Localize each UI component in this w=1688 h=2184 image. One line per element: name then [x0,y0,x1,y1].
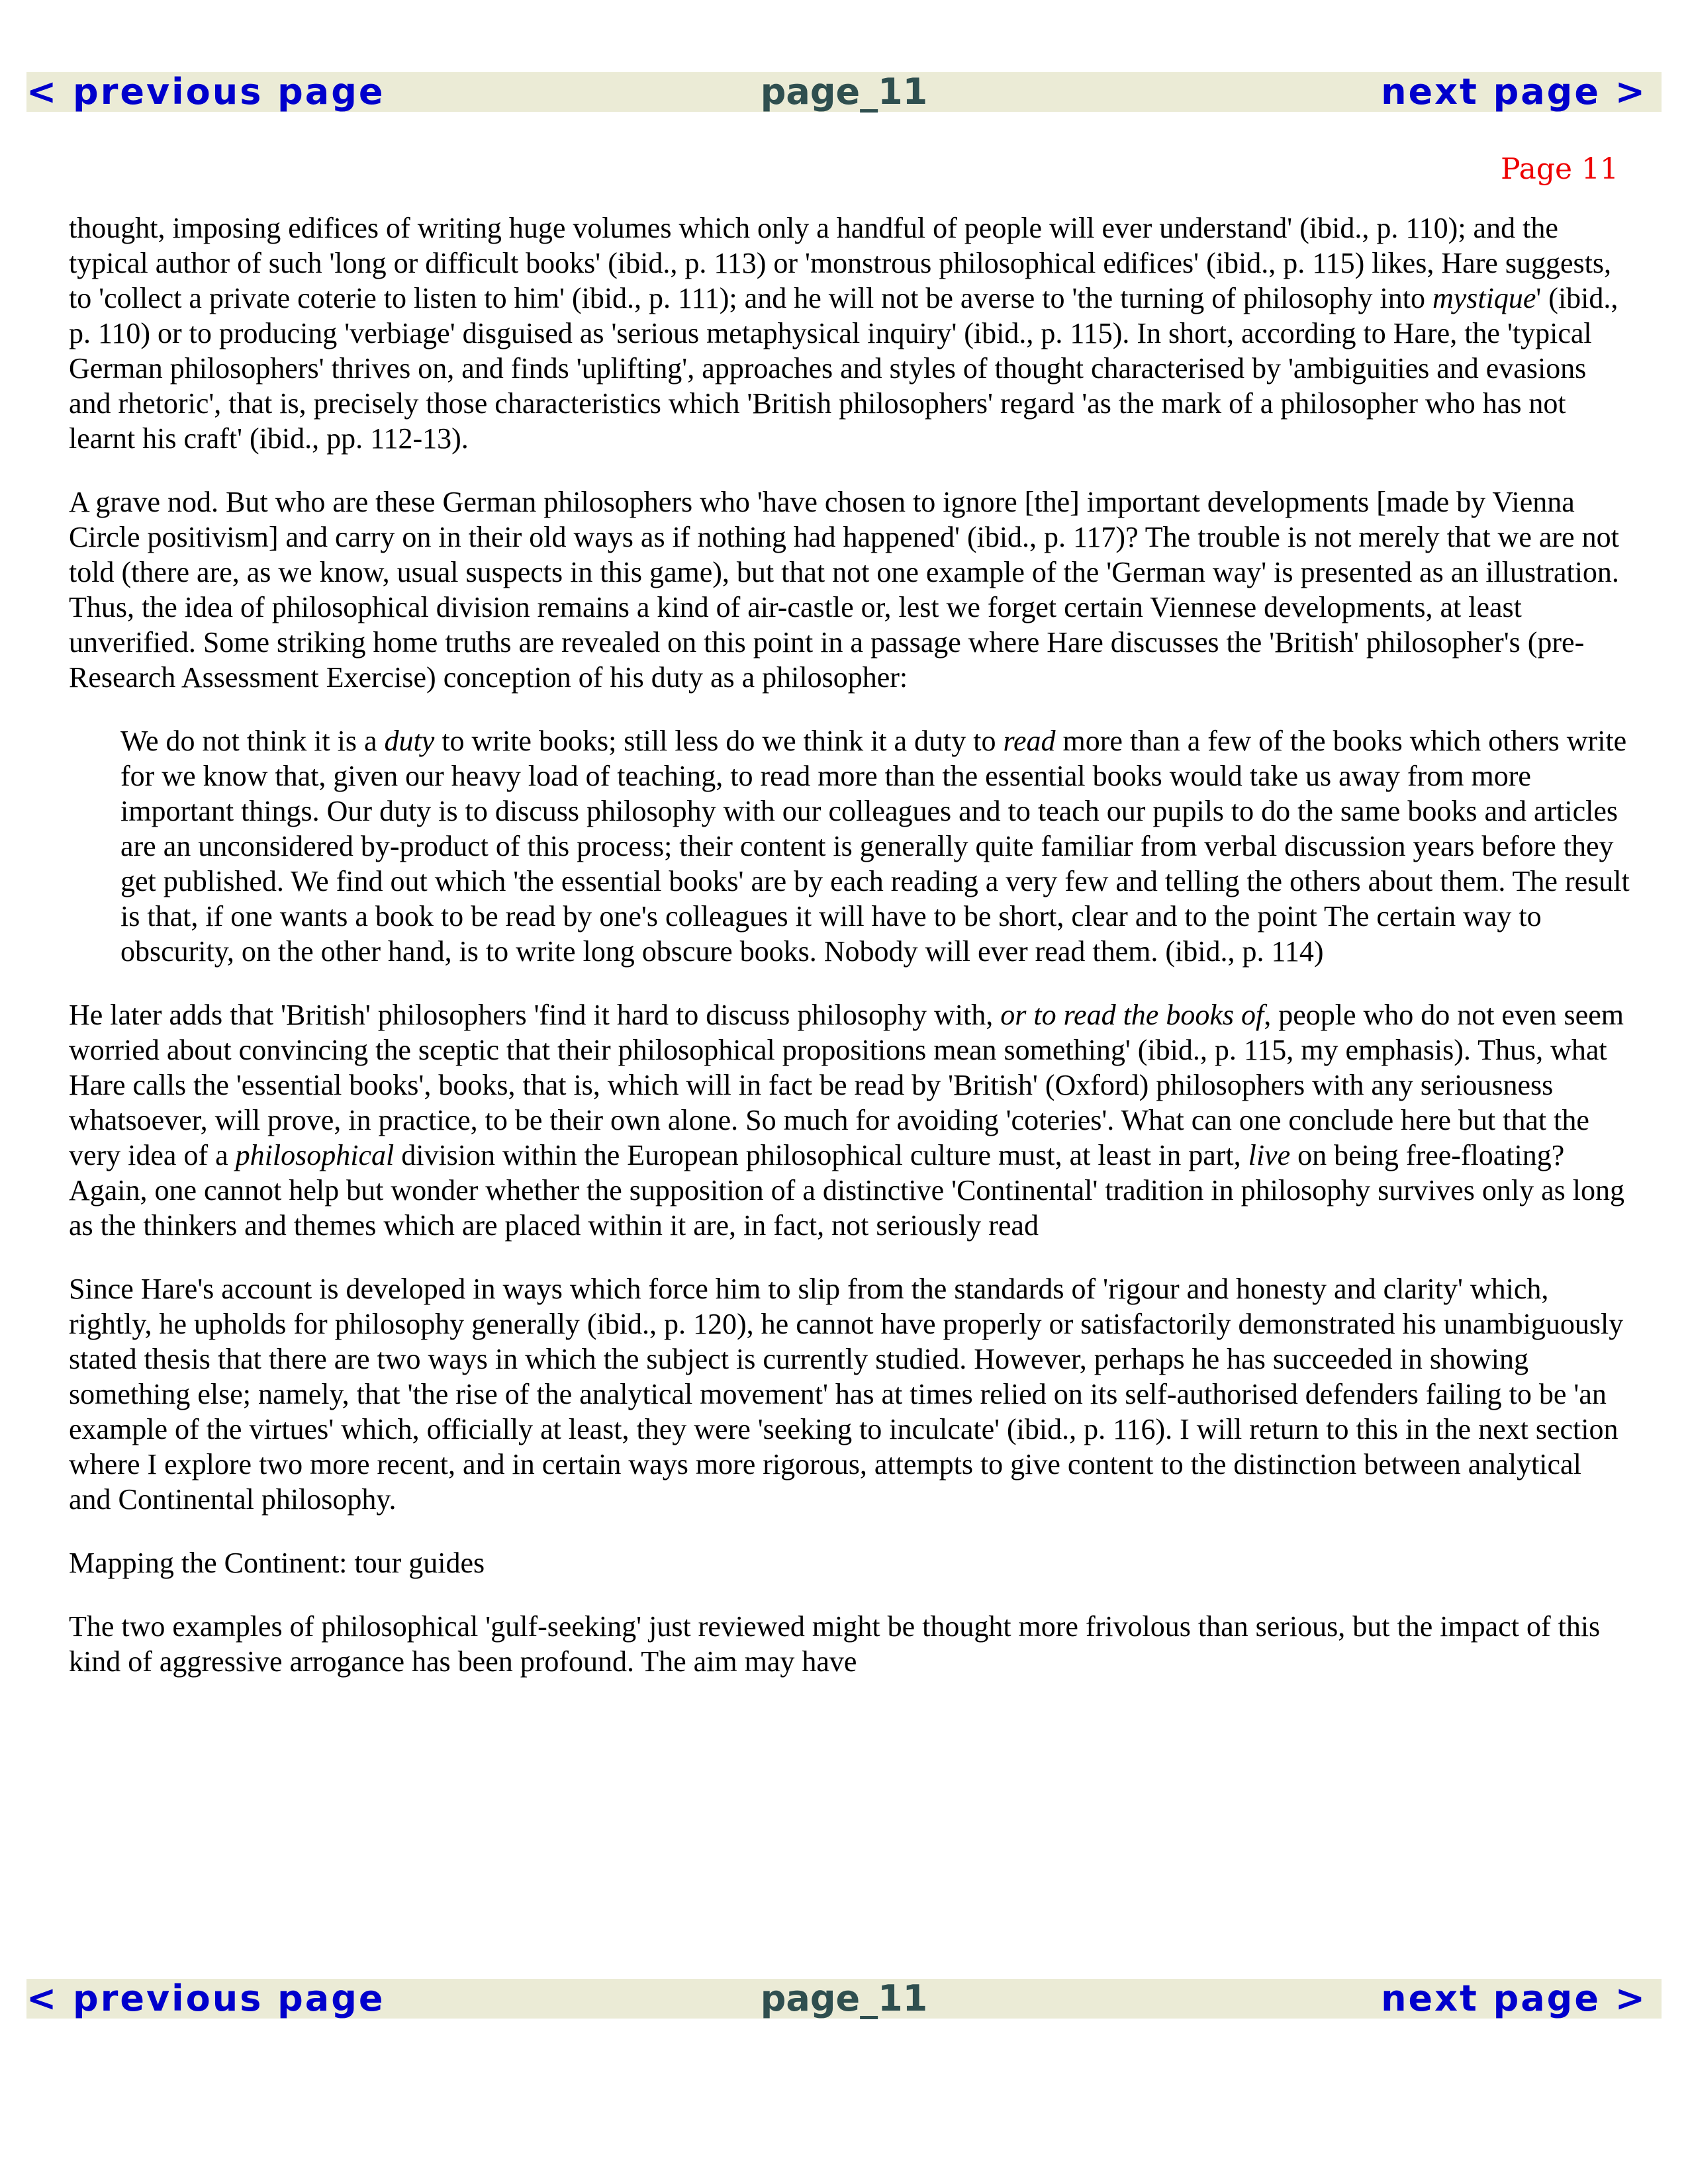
paragraph-1: thought, imposing edifices of writing huge volumes which only a handful of people will ever understand' (ibid., p. 110); and the typical author of such 'long or difficult books' (ibid., p. 113) or 'monstrous philosophical edifices' (ibid., p. 115) likes, Hare suggests, to 'collect a private coterie to listen to him' (ibid., p. 111); and he will not be averse to 'the turning of philosophy into mystique' (ibid., p. 110) or to producing 'verbiage' disguised as 'serious metaphysical inquiry' (ibid., p. 115). In short, according to Hare, the 'typical German philosophers' thrives on, and finds 'uplifting', approaches and styles of thought characterised by 'ambiguities and evasions and rhetoric', that is, precisely those characteristics which 'British philosophers' regard 'as the mark of a philosopher who has not learnt his craft' (ibid., pp. 112-13). [69,212,1618,455]
page-indicator: page_11 [760,71,928,113]
emphasis-read: read [1003,725,1056,757]
page-indicator-bottom: page_11 [760,1978,928,2019]
paragraph-2: A grave nod. But who are these German philosophers who 'have chosen to ignore [the] important developments [made by Vienna Circle positivism] and carry on in their old ways as if nothing had happened' (ibid., p. 117)? The trouble is not merely that we are not told (there are, as we know, usual suspects in this game), but that not one example of the 'German way' is presented as an illustration. Thus, the idea of philosophical division remains a kind of air-castle or, lest we forget certain Viennese developments, at least unverified. Some striking home truths are revealed on this point in a passage where Hare discusses the 'British' philosopher's (pre-Research Assessment Exercise) conception of his duty as a philosopher: [69,486,1619,694]
block-quote: We do not think it is a duty to write books; still less do we think it a duty to read more than a few of the books which others write for we know that, given our heavy load of teaching, to read more than the essential books would take us away from more important things. Our duty is to discuss philosophy with our colleagues and to teach our pupils to do the same books and articles are an unconsidered by-product of this process; their content is generally quite familiar from verbal discussion years before they get published. We find out which 'the essential books' are by each reading a very few and telling the others about them. The result is that, if one wants a book to be read by one's colleagues it will have to be short, clear and to the point The certain way to obscurity, on the other hand, is to write long obscure books. Nobody will ever read them. (ibid., p. 114) [120,725,1630,968]
previous-page-link[interactable]: < previous page [26,71,385,113]
page-number-label: Page 11 [1500,152,1618,186]
paragraph-3: He later adds that 'British' philosophers 'find it hard to discuss philosophy with, or to read the books of, people who do not even seem worried about convincing the sceptic that their philosophical propositions mean something' (ibid., p. 115, my emphasis). Thus, what Hare calls the 'essential books', books, that is, which will in fact be read by 'British' (Oxford) philosophers with any seriousness whatsoever, will prove, in practice, to be their own alone. So much for avoiding 'coteries'. What can one conclude here but that the very idea of a philosophical division within the European philosophical culture must, at least in part, live on being free-floating? Again, one cannot help but wonder whether the supposition of a distinctive 'Continental' tradition in philosophy survives only as long as the thinkers and themes which are placed within it are, in fact, not seriously read [69,999,1624,1242]
bottom-navigation-bar [26,1979,1662,2019]
paragraph-5: The two examples of philosophical 'gulf-seeking' just reviewed might be thought more frivolous than serious, but the impact of this kind of aggressive arrogance has been profound. The aim may have [69,1610,1601,1678]
emphasis-philosophical: philosophical [235,1139,395,1171]
document-body [69,210,1630,1707]
top-navigation-bar [26,72,1662,112]
emphasis-mystique: mystique [1432,282,1536,314]
emphasis-live: live [1248,1139,1291,1171]
section-heading: Mapping the Continent: tour guides [69,1547,485,1579]
emphasis-read-books: or to read the books of [1000,999,1264,1031]
next-page-link-bottom[interactable]: next page > [1381,1978,1647,2019]
emphasis-duty: duty [384,725,435,757]
paragraph-4: Since Hare's account is developed in ways which force him to slip from the standards of 'rigour and honesty and clarity' which, rightly, he upholds for philosophy generally (ibid., p. 120), he cannot have properly or satisfactorily demonstrated his unambiguously stated thesis that there are two ways in which the subject is currently studied. However, perhaps he has succeeded in showing something else; namely, that 'the rise of the analytical movement' has at times relied on its self-authorised defenders failing to be 'an example of the virtues' which, officially at least, they were 'seeking to inculcate' (ibid., p. 116). I will return to this in the next section where I explore two more recent, and in certain ways more rigorous, attempts to give content to the distinction between analytical and Continental philosophy. [69,1273,1624,1516]
previous-page-link-bottom[interactable]: < previous page [26,1978,385,2019]
next-page-link[interactable]: next page > [1381,71,1647,113]
